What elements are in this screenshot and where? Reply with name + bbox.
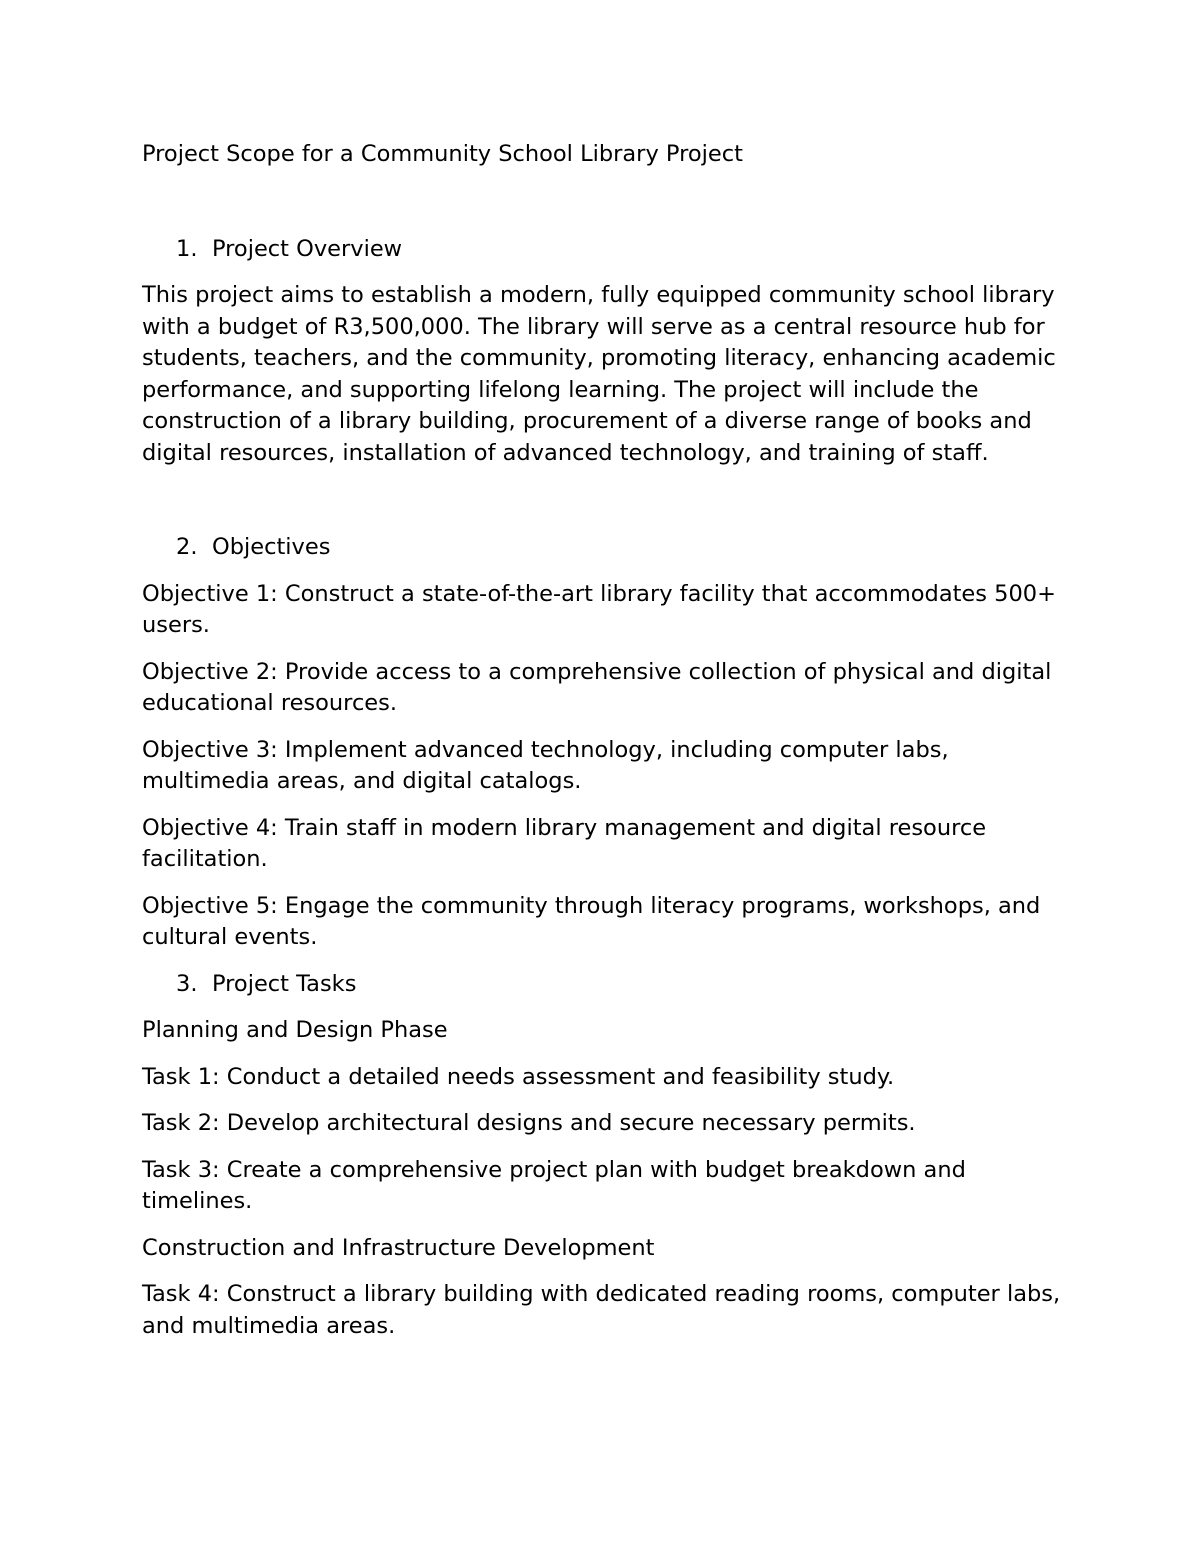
section-heading-text: Project Tasks <box>212 970 357 997</box>
objective-item: Objective 3: Implement advanced technology, including computer labs, multimedia areas, and digital catalogs. <box>142 736 949 794</box>
section-heading-text: Objectives <box>212 534 331 560</box>
document-title: Project Scope for a Community School Library Project <box>142 141 743 167</box>
section-heading-objectives <box>142 532 1072 564</box>
overview-paragraph: This project aims to establish a modern, fully equipped community school library with a budget of R3,500,000. The library will serve as a central resource hub for students, teachers, and the community, promoting literacy, enhancing academic performance, and supporting lifelong learning. The project will include the construction of a library building, procurement of a diverse range of books and digital resources, installation of advanced technology, and training of staff. <box>142 282 1056 466</box>
section-heading-tasks <box>142 969 1072 1001</box>
task-item: Task 1: Conduct a detailed needs assessment and feasibility study. <box>142 1063 895 1090</box>
objective-item: Objective 1: Construct a state-of-the-art library facility that accommodates 500+ users. <box>142 580 1056 638</box>
section-number: 2. <box>176 534 198 560</box>
objective-item: Objective 4: Train staff in modern library management and digital resource facilitation. <box>142 814 987 872</box>
document-body <box>142 139 1072 1357</box>
section-heading-text: Project Overview <box>212 235 403 262</box>
section-heading-overview <box>142 234 1072 266</box>
objective-item: Objective 2: Provide access to a comprehensive collection of physical and digital educational resources. <box>142 658 1052 716</box>
section-number: 3. <box>176 970 198 997</box>
phase-heading-planning: Planning and Design Phase <box>142 1017 448 1043</box>
task-item: Task 2: Develop architectural designs and secure necessary permits. <box>142 1110 916 1136</box>
phase-heading-construction: Construction and Infrastructure Development <box>142 1234 655 1261</box>
section-number: 1. <box>176 235 198 262</box>
objective-item: Objective 5: Engage the community through literacy programs, workshops, and cultural events. <box>142 892 1041 950</box>
task-item: Task 4: Construct a library building with dedicated reading rooms, computer labs, and multimedia areas. <box>142 1281 1061 1339</box>
task-item: Task 3: Create a comprehensive project plan with budget breakdown and timelines. <box>142 1156 966 1214</box>
